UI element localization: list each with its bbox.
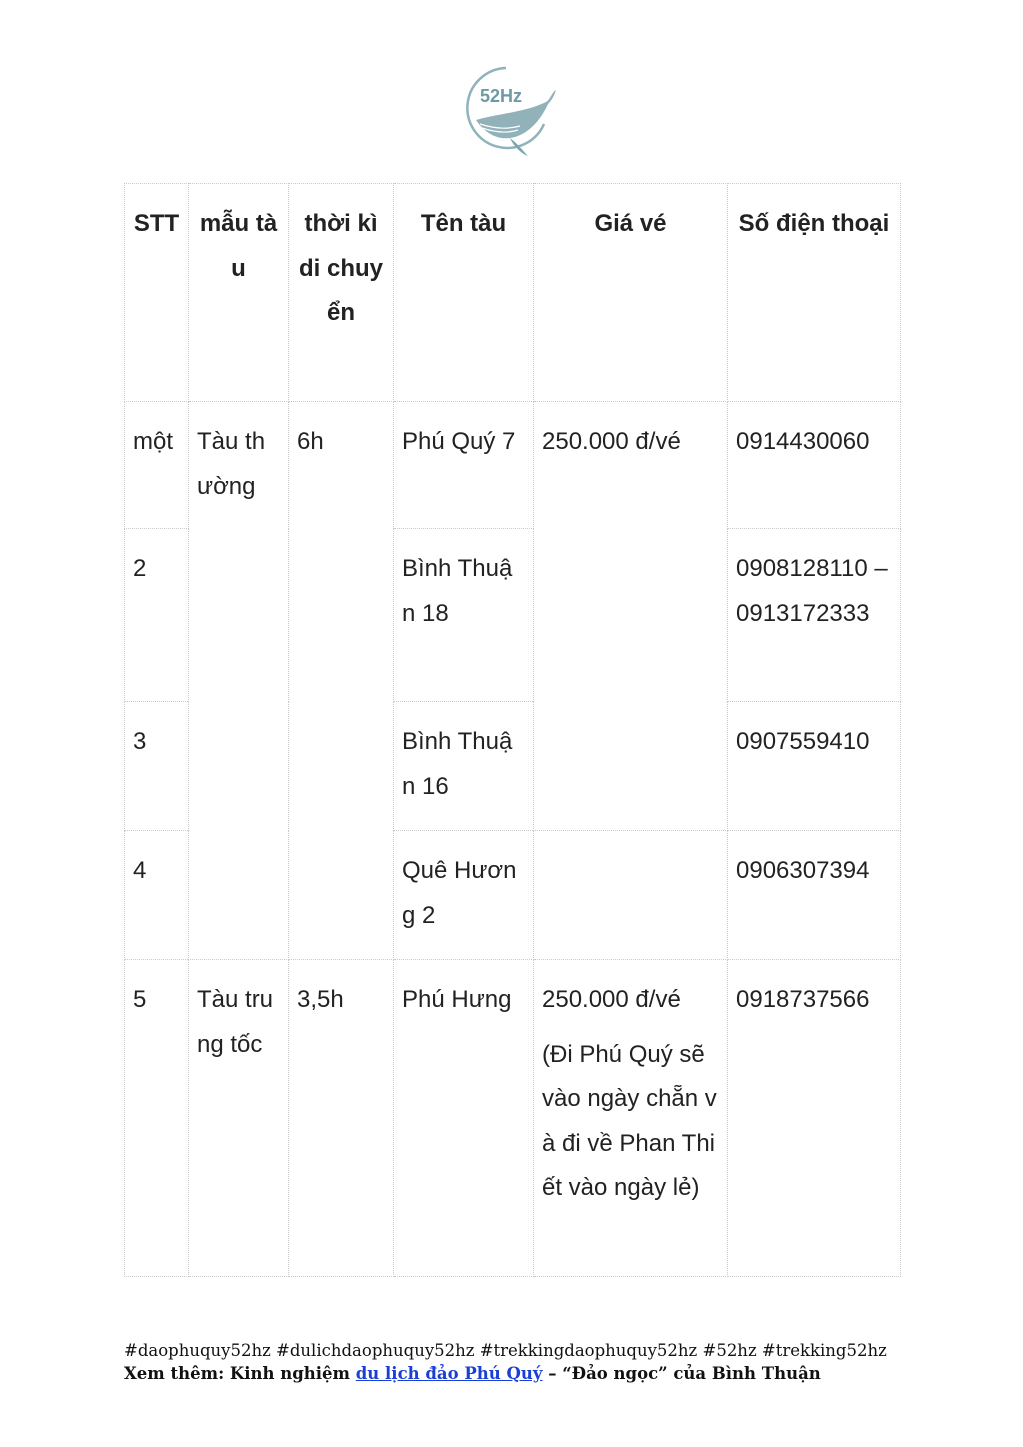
table-row (125, 402, 901, 529)
cell-model: Tàu trung tốc (189, 960, 289, 1277)
cell-price-empty (534, 831, 728, 960)
header-name: Tên tàu (394, 184, 534, 402)
cell-phone: 0918737566 (728, 960, 901, 1277)
header-model: mẫu tàu (189, 184, 289, 402)
cell-name: Phú Hưng (394, 960, 534, 1277)
cell-stt: 4 (125, 831, 189, 960)
see-more-prefix: Xem thêm: Kinh nghiệm (124, 1364, 356, 1383)
header-price: Giá vé (534, 184, 728, 402)
cell-stt: 3 (125, 702, 189, 831)
cell-phone: 0908128110 – 0913172333 (728, 529, 901, 702)
see-more-suffix: – “Đảo ngọc” của Bình Thuận (542, 1364, 821, 1383)
price-value: 250.000 đ/vé (542, 986, 681, 1013)
footer (124, 1339, 887, 1385)
cell-stt: 5 (125, 960, 189, 1277)
cell-price (534, 960, 728, 1277)
article-link[interactable]: du lịch đảo Phú Quý (355, 1364, 543, 1383)
cell-name: Phú Quý 7 (394, 402, 534, 529)
cell-duration: 3,5h (289, 960, 394, 1277)
cell-name: Bình Thuận 18 (394, 529, 534, 702)
brand-logo (466, 62, 562, 158)
cell-phone: 0906307394 (728, 831, 901, 960)
cell-phone: 0914430060 (728, 402, 901, 529)
cell-phone: 0907559410 (728, 702, 901, 831)
table-row (125, 960, 901, 1277)
table-header-row (125, 184, 901, 402)
price-note: (Đi Phú Quý sẽ vào ngày chẵn và đi về Phan Thiết vào ngày lẻ) (542, 1040, 717, 1201)
cell-name: Quê Hương 2 (394, 831, 534, 960)
footer-hashtags: #daophuquy52hz #dulichdaophuquy52hz #trekkingdaophuquy52hz #52hz #trekking52hz (124, 1341, 887, 1360)
cell-name: Bình Thuận 16 (394, 702, 534, 831)
cell-stt: một (125, 402, 189, 529)
header-phone: Số điện thoại (728, 184, 901, 402)
cell-model: Tàu thường (189, 402, 289, 960)
cell-stt: 2 (125, 529, 189, 702)
header-duration: thời kì di chuyển (289, 184, 394, 402)
logo-text: 52Hz (480, 86, 523, 106)
see-more-line (124, 1362, 887, 1385)
cell-price: 250.000 đ/vé (534, 402, 728, 831)
header-stt: STT (125, 184, 189, 402)
ferry-schedule-table (124, 183, 901, 1277)
cell-duration: 6h (289, 402, 394, 960)
